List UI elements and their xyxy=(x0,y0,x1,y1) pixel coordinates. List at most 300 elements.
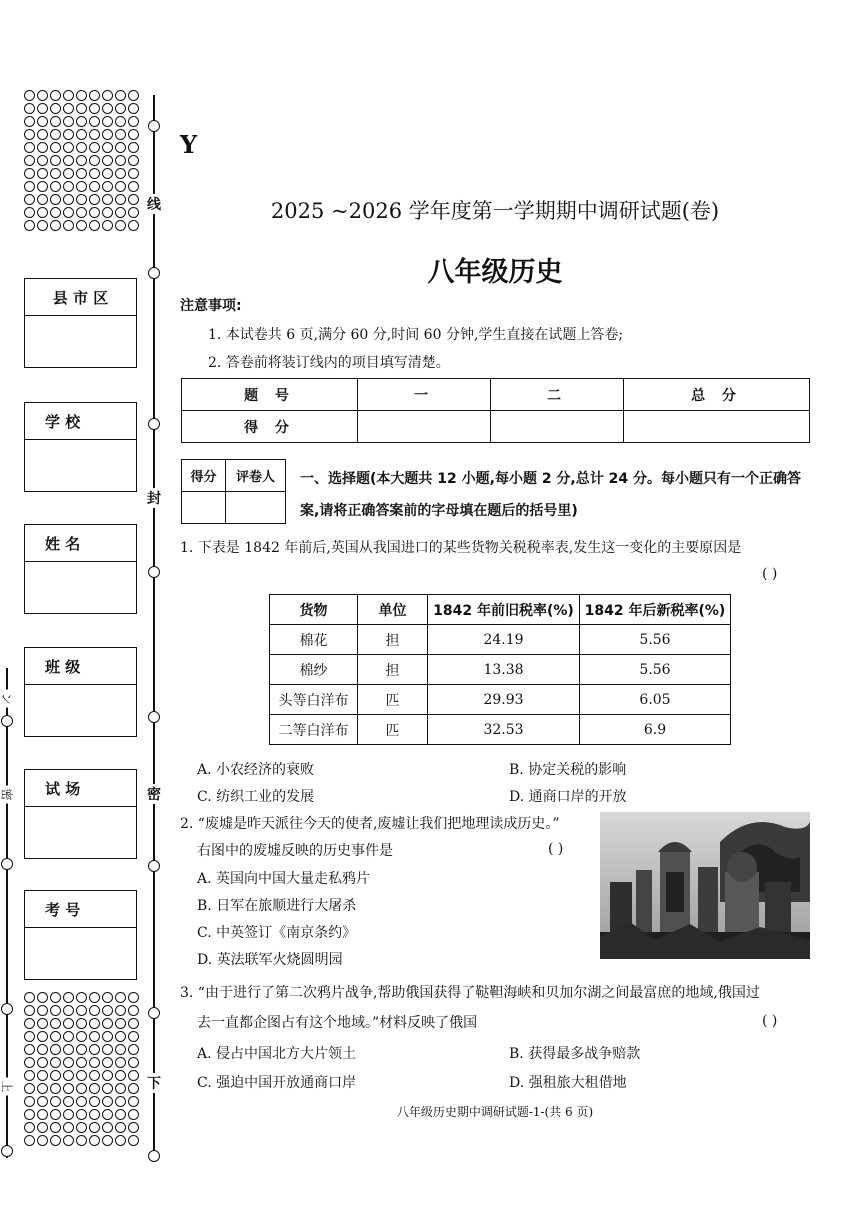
binding-dot xyxy=(50,1070,61,1081)
binding-dot xyxy=(50,155,61,166)
binding-dot xyxy=(63,194,74,205)
binding-dot xyxy=(63,116,74,127)
question-3-option-a[interactable]: A. 侵占中国北方大片领土 xyxy=(197,1046,357,1062)
binding-dot xyxy=(89,1031,100,1042)
binding-dot xyxy=(50,1083,61,1094)
grader-score-cell[interactable] xyxy=(182,492,226,524)
binding-dot xyxy=(50,1135,61,1146)
binding-dot xyxy=(50,220,61,231)
binding-dot xyxy=(76,129,87,140)
question-3-option-b[interactable]: B. 获得最多战争赔款 xyxy=(509,1046,641,1062)
binding-dot xyxy=(89,1057,100,1068)
grader-score-label: 得分 xyxy=(182,460,226,492)
binding-dot xyxy=(89,1135,100,1146)
score-cell[interactable] xyxy=(358,411,491,443)
binding-dot xyxy=(63,1018,74,1029)
binding-dots-top xyxy=(24,90,146,233)
answer-paren[interactable]: ( ) xyxy=(762,1013,778,1029)
binding-dot xyxy=(37,992,48,1003)
binding-dot xyxy=(63,181,74,192)
binding-dot xyxy=(115,1109,126,1120)
tariff-header: 单位 xyxy=(358,595,428,625)
binding-dot xyxy=(128,1122,139,1133)
binding-dot xyxy=(24,90,35,101)
binding-dot xyxy=(128,1018,139,1029)
binding-dot xyxy=(89,1018,100,1029)
binding-dot xyxy=(102,1070,113,1081)
field-school-label: 学 校 xyxy=(25,403,136,440)
binding-dot xyxy=(89,1109,100,1120)
binding-dot xyxy=(102,1005,113,1016)
score-col-header: 一 xyxy=(358,379,491,411)
binding-dot xyxy=(102,103,113,114)
subject-title: 八年级历史 xyxy=(427,257,563,288)
question-2-option-a[interactable]: A. 英国向中国大量走私鸦片 xyxy=(197,871,371,887)
binding-dot xyxy=(115,992,126,1003)
field-name[interactable] xyxy=(24,524,137,614)
score-col-header: 总 分 xyxy=(624,379,810,411)
binding-char-feng: 封 xyxy=(144,488,164,508)
binding-dot xyxy=(50,1044,61,1055)
binding-dot xyxy=(89,194,100,205)
binding-circle xyxy=(148,1007,160,1019)
binding-dot xyxy=(24,1070,35,1081)
binding-dot xyxy=(115,1083,126,1094)
question-1-option-c[interactable]: C. 纺织工业的发展 xyxy=(197,789,315,805)
field-school[interactable] xyxy=(24,402,137,492)
binding-dot xyxy=(128,129,139,140)
tariff-cell: 6.05 xyxy=(580,685,731,715)
binding-dot xyxy=(63,103,74,114)
binding-circle xyxy=(148,711,160,723)
binding-dot xyxy=(128,116,139,127)
binding-char-xia: 下 xyxy=(144,1073,164,1093)
binding-dot xyxy=(50,181,61,192)
binding-dot xyxy=(76,1031,87,1042)
binding-dot xyxy=(63,1005,74,1016)
tariff-header: 1842 年前旧税率(%) xyxy=(428,595,580,625)
binding-dot xyxy=(24,155,35,166)
binding-dot xyxy=(76,90,87,101)
binding-dot xyxy=(50,1122,61,1133)
binding-dot xyxy=(128,168,139,179)
question-1-option-b[interactable]: B. 协定关税的影响 xyxy=(509,762,627,778)
binding-dot xyxy=(115,129,126,140)
binding-circle xyxy=(148,566,160,578)
binding-dot xyxy=(63,1070,74,1081)
binding-dot xyxy=(76,116,87,127)
binding-dot xyxy=(128,1096,139,1107)
binding-dot xyxy=(102,194,113,205)
binding-dot xyxy=(102,90,113,101)
field-county[interactable] xyxy=(24,278,137,368)
question-3-stem-2: 去一直都企图占有这个地域。”材料反映了俄国 xyxy=(197,1015,478,1031)
binding-dot xyxy=(102,1044,113,1055)
binding-dot xyxy=(76,142,87,153)
binding-circle xyxy=(148,1150,160,1162)
outer-char: ン xyxy=(0,690,16,708)
binding-dot xyxy=(24,1096,35,1107)
binding-dot xyxy=(63,992,74,1003)
binding-dot xyxy=(89,90,100,101)
tariff-cell: 32.53 xyxy=(428,715,580,745)
binding-dot xyxy=(76,1096,87,1107)
binding-dot xyxy=(63,1044,74,1055)
outer-char: 上 xyxy=(0,1078,16,1096)
binding-dot xyxy=(115,168,126,179)
grader-name-cell[interactable] xyxy=(226,492,286,524)
binding-dot xyxy=(115,103,126,114)
binding-dot xyxy=(128,1057,139,1068)
tariff-cell: 棉花 xyxy=(270,625,358,655)
binding-circle xyxy=(148,860,160,872)
binding-dot xyxy=(50,207,61,218)
binding-dot xyxy=(89,1122,100,1133)
question-3-option-d[interactable]: D. 强租旅大租借地 xyxy=(509,1075,627,1091)
binding-dot xyxy=(24,103,35,114)
binding-dot xyxy=(50,194,61,205)
binding-dot xyxy=(50,116,61,127)
binding-dot xyxy=(102,116,113,127)
binding-dot xyxy=(128,155,139,166)
binding-dot xyxy=(37,1057,48,1068)
binding-dot xyxy=(76,207,87,218)
binding-dot xyxy=(50,1005,61,1016)
tariff-header: 1842 年后新税率(%) xyxy=(580,595,731,625)
binding-dot xyxy=(89,992,100,1003)
binding-dot xyxy=(37,1070,48,1081)
binding-dot xyxy=(102,142,113,153)
tariff-cell: 担 xyxy=(358,655,428,685)
binding-dot xyxy=(128,207,139,218)
tariff-cell: 5.56 xyxy=(580,655,731,685)
binding-dot xyxy=(37,194,48,205)
note-item: 1. 本试卷共 6 页,满分 60 分,时间 60 分钟,学生直接在试题上答卷; xyxy=(208,327,624,343)
binding-dot xyxy=(63,129,74,140)
tariff-cell: 担 xyxy=(358,625,428,655)
binding-dot xyxy=(89,129,100,140)
binding-dot xyxy=(102,1135,113,1146)
field-exam-number[interactable] xyxy=(24,890,137,980)
binding-dot xyxy=(89,1044,100,1055)
binding-dot xyxy=(128,220,139,231)
answer-paren[interactable]: ( ) xyxy=(762,566,778,582)
binding-dot xyxy=(50,142,61,153)
binding-dot xyxy=(24,142,35,153)
binding-dots-bottom xyxy=(24,992,146,1148)
binding-dot xyxy=(102,1122,113,1133)
question-1-stem: 1. 下表是 1842 年前后,英国从我国进口的某些货物关税税率表,发生这一变化的主要原因是 xyxy=(180,540,742,556)
binding-dot xyxy=(37,1122,48,1133)
binding-dot xyxy=(63,1083,74,1094)
binding-dot xyxy=(102,155,113,166)
binding-dot xyxy=(63,168,74,179)
tariff-cell: 头等白洋布 xyxy=(270,685,358,715)
binding-char-xian: 线 xyxy=(144,194,164,214)
field-class[interactable] xyxy=(24,647,137,737)
binding-dot xyxy=(50,129,61,140)
binding-dot xyxy=(102,1096,113,1107)
binding-dot xyxy=(89,116,100,127)
page-footer: 八年级历史期中调研试题-1-(共 6 页) xyxy=(396,1105,594,1119)
binding-dot xyxy=(24,1122,35,1133)
binding-dot xyxy=(115,155,126,166)
binding-dot xyxy=(89,207,100,218)
score-table xyxy=(181,378,810,443)
binding-dot xyxy=(37,129,48,140)
binding-dot xyxy=(128,1005,139,1016)
binding-dot xyxy=(89,1083,100,1094)
binding-dot xyxy=(128,181,139,192)
tariff-cell: 棉纱 xyxy=(270,655,358,685)
binding-dot xyxy=(76,155,87,166)
binding-dot xyxy=(50,992,61,1003)
binding-dot xyxy=(115,1031,126,1042)
binding-dot xyxy=(37,1109,48,1120)
binding-dot xyxy=(63,207,74,218)
tariff-cell: 6.9 xyxy=(580,715,731,745)
tariff-cell: 5.56 xyxy=(580,625,731,655)
binding-dot xyxy=(102,168,113,179)
binding-dot xyxy=(89,181,100,192)
binding-dot xyxy=(115,1096,126,1107)
binding-dot xyxy=(115,1057,126,1068)
binding-dot xyxy=(76,168,87,179)
binding-dot xyxy=(115,90,126,101)
binding-dot xyxy=(115,194,126,205)
binding-dot xyxy=(37,207,48,218)
binding-dot xyxy=(24,1018,35,1029)
question-2-option-c[interactable]: C. 中英签订《南京条约》 xyxy=(197,925,357,941)
binding-dot xyxy=(63,90,74,101)
question-3-stem: 3. “由于进行了第二次鸦片战争,帮助俄国获得了鞑靼海峡和贝加尔湖之间最富庶的地域,俄国过 xyxy=(180,985,760,1001)
binding-dot xyxy=(63,1135,74,1146)
binding-circle xyxy=(148,267,160,279)
binding-dot xyxy=(128,1044,139,1055)
binding-dot xyxy=(128,1109,139,1120)
binding-dot xyxy=(115,207,126,218)
binding-dot xyxy=(37,1083,48,1094)
binding-circle xyxy=(148,120,160,132)
binding-dot xyxy=(76,220,87,231)
outer-circle xyxy=(1,715,13,727)
binding-dot xyxy=(37,1096,48,1107)
binding-dot xyxy=(128,90,139,101)
binding-dot xyxy=(128,194,139,205)
binding-dot xyxy=(76,194,87,205)
tariff-table xyxy=(269,594,731,745)
binding-dot xyxy=(50,1096,61,1107)
binding-dot xyxy=(24,1057,35,1068)
binding-dot xyxy=(128,1083,139,1094)
binding-dot xyxy=(128,1031,139,1042)
binding-dot xyxy=(24,129,35,140)
binding-dot xyxy=(76,1109,87,1120)
binding-circle xyxy=(148,418,160,430)
binding-dot xyxy=(37,90,48,101)
binding-dot xyxy=(102,220,113,231)
binding-dot xyxy=(63,1057,74,1068)
binding-dot xyxy=(24,194,35,205)
binding-dot xyxy=(24,1005,35,1016)
binding-dot xyxy=(115,116,126,127)
outer-char: 密 xyxy=(0,786,16,804)
binding-dot xyxy=(37,1005,48,1016)
binding-dot xyxy=(24,168,35,179)
binding-dot xyxy=(50,90,61,101)
binding-dot xyxy=(24,992,35,1003)
binding-dot xyxy=(89,1096,100,1107)
binding-dot xyxy=(63,1109,74,1120)
binding-dot xyxy=(37,168,48,179)
binding-dot xyxy=(102,1031,113,1042)
score-cell[interactable] xyxy=(491,411,624,443)
binding-dot xyxy=(102,1057,113,1068)
binding-dot xyxy=(24,207,35,218)
binding-dot xyxy=(24,1044,35,1055)
binding-dot xyxy=(50,103,61,114)
question-1-option-d[interactable]: D. 通商口岸的开放 xyxy=(509,789,627,805)
tariff-cell: 29.93 xyxy=(428,685,580,715)
binding-char-mi: 密 xyxy=(144,784,164,804)
binding-dot xyxy=(128,103,139,114)
field-exam-number-label: 考 号 xyxy=(25,891,136,928)
binding-dot xyxy=(50,1031,61,1042)
binding-dot xyxy=(37,103,48,114)
tariff-header: 货物 xyxy=(270,595,358,625)
field-exam-room-label: 试 场 xyxy=(25,770,136,807)
binding-dot xyxy=(24,1109,35,1120)
binding-dot xyxy=(102,129,113,140)
tariff-cell: 匹 xyxy=(358,715,428,745)
binding-dot xyxy=(63,1096,74,1107)
binding-dot xyxy=(50,1018,61,1029)
binding-dot xyxy=(115,1135,126,1146)
binding-dot xyxy=(76,1057,87,1068)
binding-dot xyxy=(115,1122,126,1133)
binding-dot xyxy=(128,992,139,1003)
binding-dot xyxy=(37,1031,48,1042)
binding-dot xyxy=(102,1083,113,1094)
binding-dot xyxy=(24,116,35,127)
binding-dot xyxy=(76,1122,87,1133)
field-county-label: 县 市 区 xyxy=(25,279,136,316)
tariff-cell: 13.38 xyxy=(428,655,580,685)
binding-dot xyxy=(102,1018,113,1029)
question-1-option-a[interactable]: A. 小农经济的衰败 xyxy=(197,762,315,778)
binding-dot xyxy=(89,1005,100,1016)
binding-dot xyxy=(115,1070,126,1081)
binding-dot xyxy=(24,1083,35,1094)
binding-dot xyxy=(63,142,74,153)
binding-dot xyxy=(76,992,87,1003)
binding-line xyxy=(153,95,155,1160)
binding-dot xyxy=(102,207,113,218)
binding-dot xyxy=(128,1070,139,1081)
outer-circle xyxy=(1,1145,13,1157)
score-row-label: 题 号 xyxy=(182,379,358,411)
binding-dot xyxy=(89,155,100,166)
notes-heading: 注意事项: xyxy=(180,298,242,314)
binding-dot xyxy=(63,220,74,231)
binding-dot xyxy=(24,1031,35,1042)
binding-dot xyxy=(24,220,35,231)
score-col-header: 二 xyxy=(491,379,624,411)
question-2-option-b[interactable]: B. 日军在旅顺进行大屠杀 xyxy=(197,898,357,914)
binding-dot xyxy=(115,1044,126,1055)
binding-dot xyxy=(102,1109,113,1120)
score-row-label: 得 分 xyxy=(182,411,358,443)
binding-dot xyxy=(24,181,35,192)
binding-dot xyxy=(89,220,100,231)
binding-dot xyxy=(76,103,87,114)
section-one-heading: 一、选择题(本大题共 12 小题,每小题 2 分,总计 24 分。每小题只有一个正确答案,请将正确答案前的字母填在题后的括号里) xyxy=(300,471,801,519)
binding-dot xyxy=(37,116,48,127)
binding-dot xyxy=(63,155,74,166)
binding-dot xyxy=(37,1044,48,1055)
binding-dot xyxy=(37,1018,48,1029)
outer-circle xyxy=(1,858,13,870)
binding-dot xyxy=(76,181,87,192)
binding-dot xyxy=(89,1070,100,1081)
binding-dot xyxy=(50,168,61,179)
field-exam-room[interactable] xyxy=(24,769,137,859)
note-item: 2. 答卷前将装订线内的项目填写清楚。 xyxy=(208,355,450,371)
binding-dot xyxy=(115,142,126,153)
tariff-cell: 二等白洋布 xyxy=(270,715,358,745)
question-3-option-c[interactable]: C. 强迫中国开放通商口岸 xyxy=(197,1075,357,1091)
grader-box xyxy=(181,459,286,524)
binding-dot xyxy=(37,181,48,192)
field-class-label: 班 级 xyxy=(25,648,136,685)
paper-version-letter: Y xyxy=(180,130,198,159)
yuanmingyuan-ruins-photo xyxy=(600,812,810,959)
binding-dot xyxy=(89,168,100,179)
score-cell[interactable] xyxy=(624,411,810,443)
binding-dot xyxy=(76,1135,87,1146)
binding-dot xyxy=(128,1135,139,1146)
binding-dot xyxy=(76,1005,87,1016)
binding-dot xyxy=(37,1135,48,1146)
binding-dot xyxy=(115,220,126,231)
binding-dot xyxy=(37,142,48,153)
binding-dot xyxy=(89,142,100,153)
outer-circle xyxy=(1,1003,13,1015)
binding-dot xyxy=(115,1018,126,1029)
binding-dot xyxy=(102,992,113,1003)
binding-dot xyxy=(76,1018,87,1029)
question-2-option-d[interactable]: D. 英法联军火烧圆明园 xyxy=(197,952,343,968)
binding-dot xyxy=(50,1057,61,1068)
binding-dot xyxy=(89,103,100,114)
binding-dot xyxy=(76,1083,87,1094)
question-2-stem: 2. “废墟是昨天派往今天的使者,废墟让我们把地理读成历史。” xyxy=(180,816,560,832)
binding-dot xyxy=(63,1122,74,1133)
binding-dot xyxy=(102,181,113,192)
binding-dot xyxy=(115,1005,126,1016)
binding-dot xyxy=(50,1109,61,1120)
tariff-cell: 匹 xyxy=(358,685,428,715)
answer-paren[interactable]: ( ) xyxy=(548,841,564,857)
binding-dot xyxy=(37,220,48,231)
binding-dot xyxy=(76,1070,87,1081)
exam-title: 2025 ~2026 学年度第一学期期中调研试题(卷) xyxy=(270,199,720,223)
binding-dot xyxy=(63,1031,74,1042)
binding-dot xyxy=(128,142,139,153)
grader-name-label: 评卷人 xyxy=(226,460,286,492)
question-2-stem-2: 右图中的废墟反映的历史事件是 xyxy=(197,843,393,859)
binding-dot xyxy=(24,1135,35,1146)
